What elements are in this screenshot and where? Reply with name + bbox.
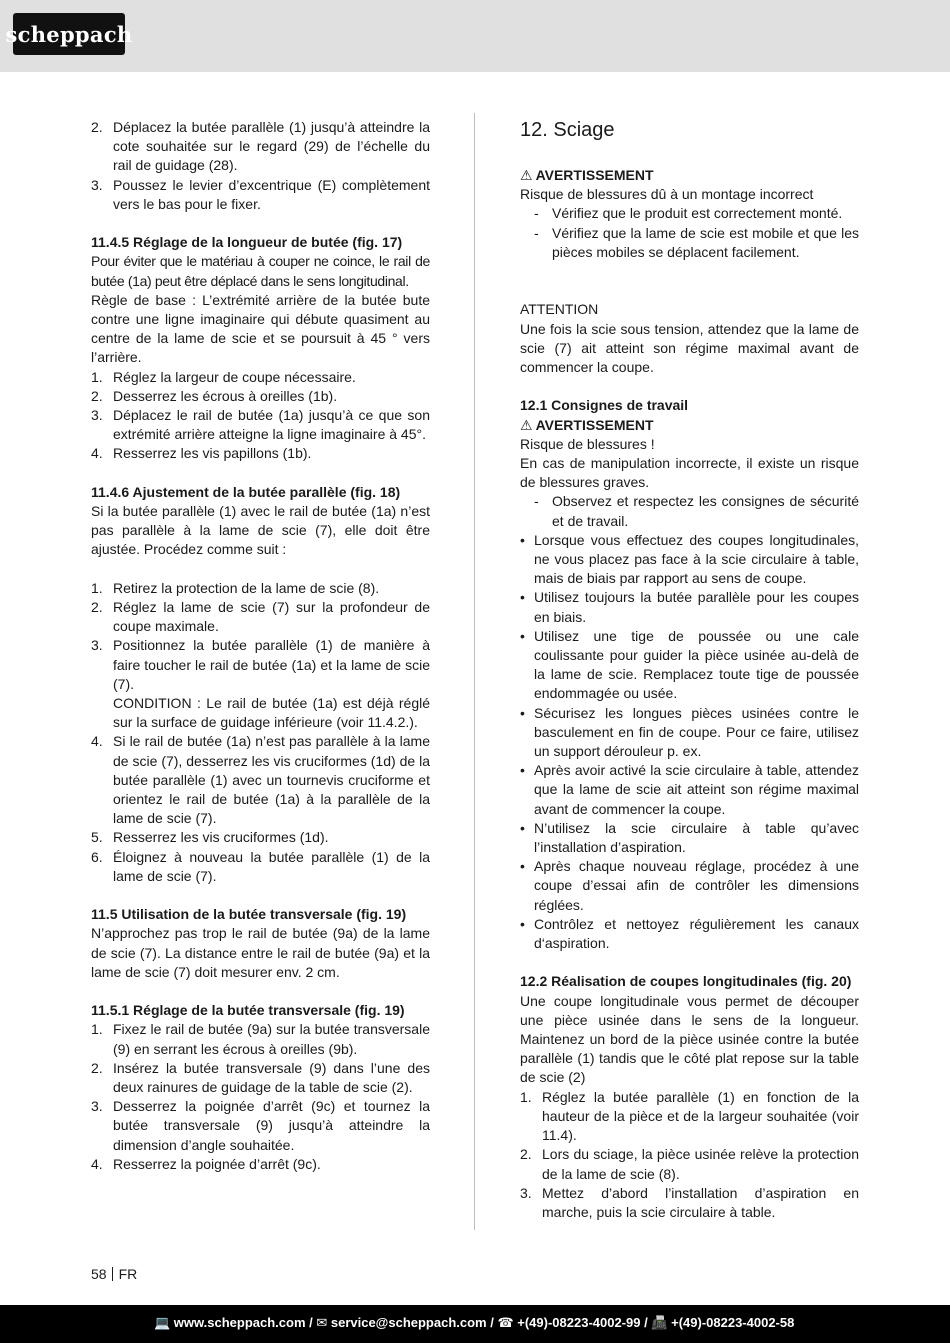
list-item: 4. Resserrez les vis papillons (1b). bbox=[91, 445, 312, 462]
list-item: 3. Mettez d’abord l’installation d’aspiration en marche, puis la scie circulaire à table. bbox=[520, 1184, 859, 1220]
list-item: • Après avoir activé la scie circulaire à table, attendez que la lame de scie ait atteint son régime maximal avant de commencer la coupe. bbox=[520, 762, 859, 817]
column-divider bbox=[474, 113, 475, 1230]
warning-heading: ⚠ AVERTISSEMENT bbox=[520, 167, 654, 183]
paragraph: Risque de blessures ! bbox=[520, 435, 655, 452]
list-item: • Utilisez toujours la butée parallèle pour les coupes en biais. bbox=[520, 589, 859, 625]
paragraph: Règle de base : L’extrémité arrière de la butée bute contre une ligne imaginaire qui débute quasiment au centre de la lame de scie et se poursuit à 45 ° vers l’arrière. bbox=[91, 291, 430, 366]
paragraph: N’approchez pas trop le rail de butée (9a) de la lame de scie (7). La distance entre le rail de butée (9a) et la lame de scie (7) doit mesurer env. 2 cm. bbox=[91, 925, 430, 980]
condition-note: CONDITION : Le rail de butée (1a) est déjà réglé sur la surface de guidage inférieure (voir 11.4.2.). bbox=[113, 695, 430, 731]
list-item: 4. Resserrez la poignée d’arrêt (9c). bbox=[91, 1155, 321, 1172]
list-item: 3. Desserrez la poignée d’arrêt (9c) et tournez la butée transversale (9) jusqu’à atteindre la dimension d’angle souhaitée. bbox=[91, 1098, 430, 1153]
page-number: 58 FR bbox=[91, 1266, 138, 1282]
paragraph: Une fois la scie sous tension, attendez que la lame de scie (7) ait atteint son régime maximal avant de commencer la coupe. bbox=[520, 320, 859, 375]
list-item: 2. Insérez la butée transversale (9) dans l’une des deux rainures de guidage de la table de scie (2). bbox=[91, 1059, 430, 1096]
contact-line: 💻 www.scheppach.com / ✉ service@scheppach.com / ☎ +(49)-08223-4002-99 / 📠 +(49)-08223-4002-58 bbox=[154, 1315, 795, 1330]
paragraph: Pour éviter que le matériau à couper ne coince, le rail de butée (1a) peut être déplacé dans le sens longitudinal. bbox=[91, 253, 430, 289]
footer-band bbox=[0, 1305, 950, 1343]
warning-triangle-icon: ⚠ bbox=[520, 167, 533, 183]
section-heading-11-4-5: 11.4.5 Réglage de la longueur de butée (fig. 17) bbox=[91, 234, 403, 251]
warning-heading: ⚠ AVERTISSEMENT bbox=[520, 416, 654, 433]
list-item: 1. Réglez la butée parallèle (1) en fonction de la hauteur de la pièce et de la largeur souhaitée (voir 11.4). bbox=[520, 1088, 859, 1144]
left-column bbox=[91, 118, 430, 1174]
scheppach-logo: scheppach bbox=[13, 13, 125, 55]
list-item: • Lorsque vous effectuez des coupes longitudinales, ne vous placez pas face à la scie circulaire à table, mais de biais par rapport au sens de coupe. bbox=[520, 531, 859, 587]
list-item: • Après chaque nouveau réglage, procédez à une coupe d’essai afin de contrôler les dimensions réglées. bbox=[520, 858, 859, 913]
list-item: 3. Déplacez le rail de butée (1a) jusqu’à ce que son extrémité arrière atteigne la ligne imaginaire à 45°. bbox=[91, 407, 430, 443]
paragraph: En cas de manipulation incorrecte, il existe un risque de blessures graves. bbox=[520, 455, 859, 491]
attention-label: ATTENTION bbox=[520, 301, 599, 318]
right-column bbox=[520, 118, 859, 1222]
paragraph: Si la butée parallèle (1) avec le rail de butée (1a) n’est pas parallèle à la lame de scie (7), elle doit être ajustée. Procédez comme suit : bbox=[91, 503, 430, 558]
list-item: 2. Déplacez la butée parallèle (1) jusqu’à atteindre la cote souhaitée sur le regard (29) de l’échelle du rail de guidage (28). bbox=[91, 119, 430, 174]
list-item: 4. Si le rail de butée (1a) n’est pas parallèle à la lame de scie (7), desserrez les vis cruciformes (1d) de la butée parallèle (1) avec un tournevis cruciforme et orientez le rail de butée (1a) à la parallèle de la lame de scie (7). bbox=[91, 733, 430, 827]
paragraph: Une coupe longitudinale vous permet de découper une pièce usinée dans le sens de la longueur. Maintenez un bord de la pièce usinée contre la butée parallèle (1) tandis que le côté plat repose sur la table de scie (2) bbox=[520, 992, 859, 1086]
section-heading-12-1: 12.1 Consignes de travail bbox=[520, 397, 689, 414]
section-heading-11-5-1: 11.5.1 Réglage de la butée transversale (fig. 19) bbox=[91, 1002, 405, 1019]
section-heading-11-5: 11.5 Utilisation de la butée transversale (fig. 19) bbox=[91, 906, 407, 923]
header-band bbox=[0, 0, 950, 72]
list-item: 5. Resserrez les vis cruciformes (1d). bbox=[91, 829, 329, 846]
list-item: 2. Lors du sciage, la pièce usinée relève la protection de la lame de scie (8). bbox=[520, 1146, 859, 1182]
list-item: 2. Réglez la lame de scie (7) sur la profondeur de coupe maximale. bbox=[91, 599, 430, 635]
warning-triangle-icon: ⚠ bbox=[520, 416, 533, 433]
paragraph: Risque de blessures dû à un montage incorrect bbox=[520, 186, 814, 203]
list-item: 1. Fixez le rail de butée (9a) sur la butée transversale (9) en serrant les écrous à oreilles (9b). bbox=[91, 1021, 430, 1057]
list-item: • Contrôlez et nettoyez régulièrement les canaux d‘aspiration. bbox=[520, 915, 859, 952]
list-item: - Observez et respectez les consignes de sécurité et de travail. bbox=[534, 493, 859, 529]
section-heading-12-2: 12.2 Réalisation de coupes longitudinales (fig. 20) bbox=[520, 973, 852, 990]
section-heading-11-4-6: 11.4.6 Ajustement de la butée parallèle (fig. 18) bbox=[91, 483, 401, 500]
list-item: 3. Poussez le levier d’excentrique (E) complètement vers le bas pour le fixer. bbox=[91, 176, 430, 212]
list-item: 1. Réglez la largeur de coupe nécessaire. bbox=[91, 368, 356, 385]
list-item: 2. Desserrez les écrous à oreilles (1b). bbox=[91, 387, 338, 404]
list-item: • N’utilisez la scie circulaire à table qu’avec l’installation d’aspiration. bbox=[520, 819, 859, 856]
list-item: • Sécurisez les longues pièces usinées contre le basculement en fin de coupe. Pour ce faire, utilisez un support dérouleur p. ex. bbox=[520, 704, 859, 760]
list-item: 6. Éloignez à nouveau la butée parallèle (1) de la lame de scie (7). bbox=[91, 848, 430, 884]
list-item: - Vérifiez que le produit est correctement monté. bbox=[534, 205, 843, 222]
list-item: • Utilisez une tige de poussée ou une cale coulissante pour guider la pièce usinée au-delà de la lame de scie. Remplacez toute tige de poussée endommagée ou usée. bbox=[520, 627, 859, 702]
list-item: 3. Positionnez la butée parallèle (1) de manière à faire toucher le rail de butée (1a) et la lame de scie (7). bbox=[91, 637, 430, 692]
chapter-title: 12. Sciage bbox=[520, 119, 615, 141]
list-item: - Vérifiez que la lame de scie est mobile et que les pièces mobiles se déplacent facilement. bbox=[534, 224, 859, 260]
list-item: 1. Retirez la protection de la lame de scie (8). bbox=[91, 579, 380, 596]
